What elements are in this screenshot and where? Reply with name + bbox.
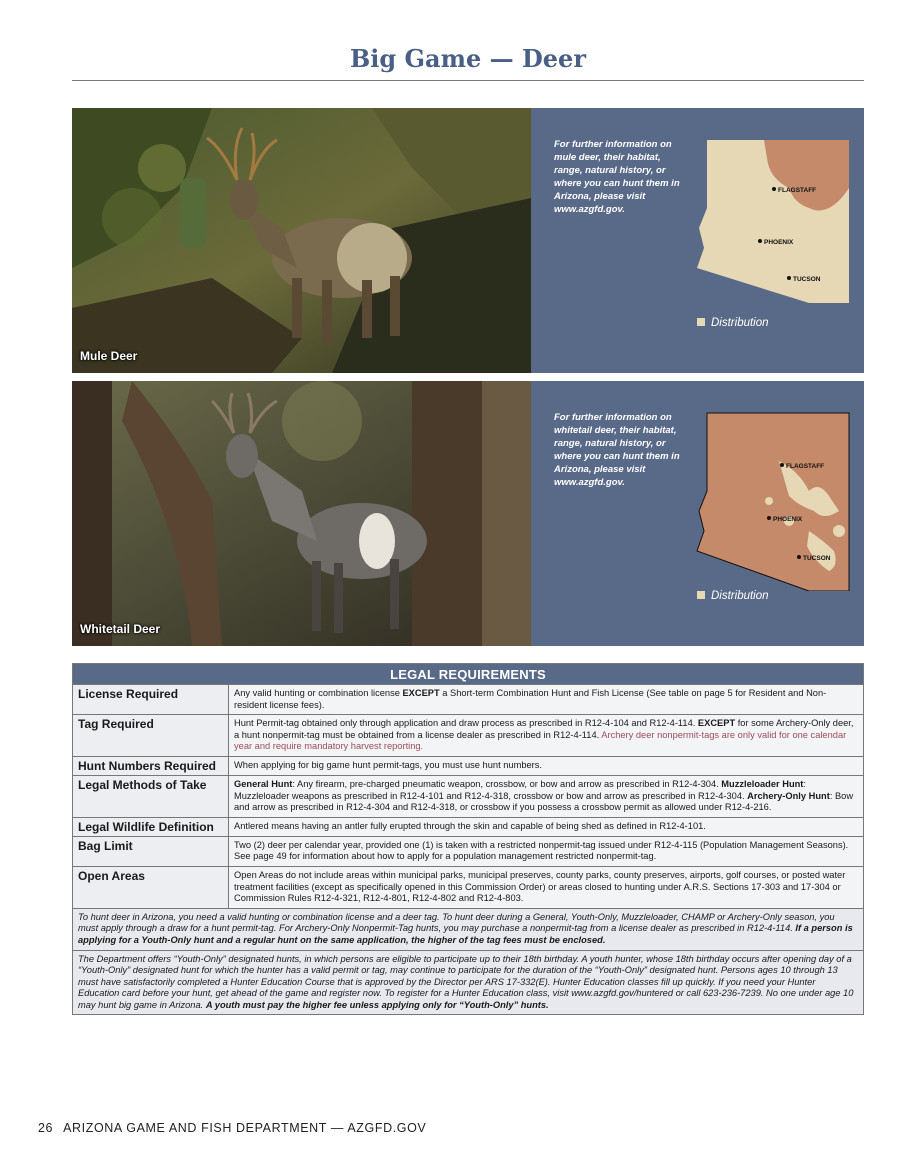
title-rule [72, 80, 864, 81]
open-areas-value: Open Areas do not include areas within municipal parks, municipal preserves, county parks, county preserves, airports, golf courses, or posted water treatment facilities (except as specifically opened in this Commission Order) or areas closed to hunting under A.R.S. Sections 17-303 and 17-304 or Commission Rules R12-4-321, R12-4-801, R12-4-802 and R12-4-803. [229, 866, 864, 908]
city-dot-icon [787, 276, 791, 280]
city-dot-icon [780, 463, 784, 467]
whitetail-map-city-flagstaff: FLAGSTAFF [780, 463, 824, 470]
bag-limit-value: Two (2) deer per calendar year, provided one (1) is taken with a restricted nonpermit-tag issued under R12-4-115 (Population Management Seasons). See page 49 for information about how to apply for a population management restricted nonpermit-tag. [229, 836, 864, 866]
row-label: Tag Required [73, 715, 229, 757]
whitetail-deer-info [531, 381, 864, 646]
whitetail-deer-photo [72, 381, 531, 646]
city-dot-icon [758, 239, 762, 243]
mule-deer-photo [72, 108, 531, 373]
table-row [73, 950, 864, 1015]
table-row [73, 775, 864, 817]
legend-square-icon [697, 591, 705, 599]
row-label: Hunt Numbers Required [73, 756, 229, 775]
row-label: Bag Limit [73, 836, 229, 866]
table-row [73, 866, 864, 908]
mule-map-city-flagstaff: FLAGSTAFF [772, 187, 816, 194]
mule-deer-caption: Mule Deer [80, 349, 138, 363]
whitetail-map-city-tucson: TUCSON [797, 555, 830, 562]
table-row [73, 756, 864, 775]
whitetail-deer-legend: Distribution [697, 590, 769, 602]
hunting-note: To hunt deer in Arizona, you need a valid hunting or combination license and a deer tag. To hunt deer during a General, Youth-Only, Muzzleloader, CHAMP or Archery-Only season, you must apply through a draw for a hunt permit-tag. For Archery-Only Nonpermit-Tag hunts, you may purchase a nonpermit-tag from a license dealer as prescribed in R12-4-114. If a person is applying for a Youth-Only hunt and a regular hunt on the same application, the higher of the tag fees must be enclosed. [73, 908, 864, 950]
table-row [73, 836, 864, 866]
city-dot-icon [772, 187, 776, 191]
table-row [73, 715, 864, 757]
mule-deer-info [531, 108, 864, 373]
mule-map-city-tucson: TUCSON [787, 276, 820, 283]
page-number: 26 [38, 1121, 54, 1135]
whitetail-deer-caption: Whitetail Deer [80, 622, 161, 636]
mule-deer-legend: Distribution [697, 317, 769, 329]
row-label: License Required [73, 685, 229, 715]
mule-deer-info-text: For further information on mule deer, their habitat, range, natural history, or where you can hunt them in Arizona, please visit www.azgfd.gov. [554, 139, 680, 215]
whitetail-map-city-phoenix: PHOENIX [767, 516, 802, 523]
legend-square-icon [697, 318, 705, 326]
legal-requirements-table [72, 663, 864, 1015]
legal-requirements-header: LEGAL REQUIREMENTS [73, 664, 864, 685]
whitetail-deer-distribution-map [689, 401, 859, 591]
city-dot-icon [767, 516, 771, 520]
license-required-value: Any valid hunting or combination license EXCEPT a Short-term Combination Hunt and Fish License (See table on page 5 for Resident and Non-resident license fees). [229, 685, 864, 715]
table-row [73, 685, 864, 715]
wildlife-definition-value: Antlered means having an antler fully erupted through the skin and capable of being shed as defined in R12-4-101. [229, 817, 864, 836]
table-row [73, 908, 864, 950]
whitetail-deer-panel [72, 381, 864, 646]
mule-deer-distribution-map [689, 128, 859, 303]
row-label: Legal Wildlife Definition [73, 817, 229, 836]
table-row [73, 817, 864, 836]
page-footer [38, 1121, 426, 1135]
mule-map-city-phoenix: PHOENIX [758, 239, 793, 246]
page-title: Big Game — Deer [350, 44, 586, 73]
hunt-numbers-value: When applying for big game hunt permit-tags, you must use hunt numbers. [229, 756, 864, 775]
footer-text: ARIZONA GAME AND FISH DEPARTMENT — AZGFD.GOV [63, 1121, 427, 1135]
city-dot-icon [797, 555, 801, 559]
row-label: Legal Methods of Take [73, 775, 229, 817]
mule-deer-panel [72, 108, 864, 373]
youth-hunt-note: The Department offers “Youth-Only” designated hunts, in which persons are eligible to participate up to their 18th birthday. A youth hunter, whose 18th birthday occurs after opening day of a “Youth-Only” designated hunt for which the hunter has a valid permit or tag, may continue to participate for the duration of the “Youth-Only” designated hunt. Persons ages 10 through 13 must have satisfactorily completed a Hunter Education Course that is approved by the Director per ARS 17-332(E). Hunter Education classes fill up quickly. If you need your Hunter Education card before your hunt, get ahead of the game and register now. To register for a Hunter Education class, visit www.azgfd.gov/huntered or call 623-236-7239. No one under age 10 may hunt big game in Arizona. A youth must pay the higher fee unless applying only for “Youth-Only” hunts. [73, 950, 864, 1015]
row-label: Open Areas [73, 866, 229, 908]
tag-required-value: Hunt Permit-tag obtained only through application and draw process as prescribed in R12-4-104 and R12-4-114. EXCEPT for some Archery-Only deer, a hunt nonpermit-tag must be obtained from a license dealer as prescribed in R12-4-114. Archery deer nonpermit-tags are only valid for one calendar year and require mandatory harvest reporting. [229, 715, 864, 757]
whitetail-deer-info-text: For further information on whitetail deer, their habitat, range, natural history, or where you can hunt them in Arizona, please visit www.azgfd.gov. [554, 412, 680, 488]
legal-methods-value: General Hunt: Any firearm, pre-charged pneumatic weapon, crossbow, or bow and arrow as prescribed in R12-4-304. Muzzleloader Hunt: Muzzleloader weapons as prescribed in R12-4-101 and R12-4-318, crossbow or bow and arrow as prescribed in R12-4-304. Archery-Only Hunt: Bow and arrow as prescribed in R12-4-304 and R12-4-318, or crossbow if you possess a crossbow permit as allowed under R12-4-216. [229, 775, 864, 817]
